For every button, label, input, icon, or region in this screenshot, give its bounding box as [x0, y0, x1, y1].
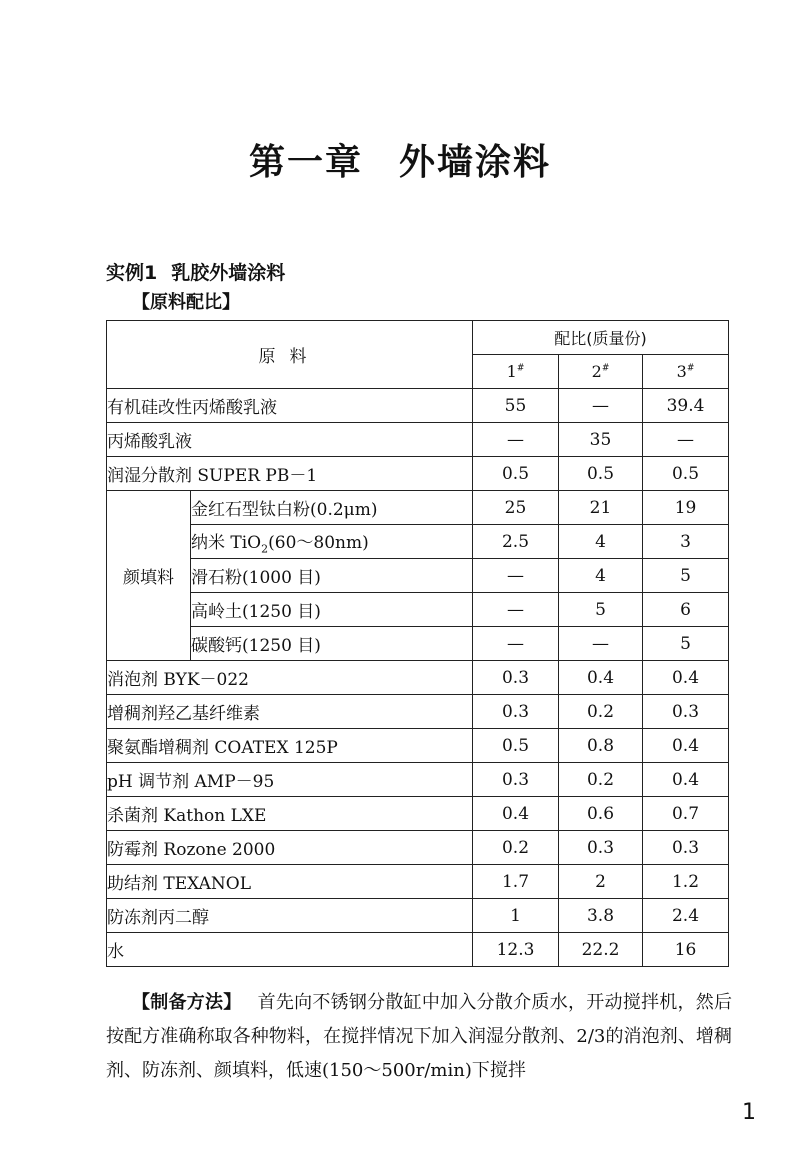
cell-value: 39.4 — [643, 389, 729, 423]
row-name: 滑石粉(1000 目) — [191, 559, 473, 593]
cell-value: 35 — [559, 423, 643, 457]
header-material: 原料 — [107, 321, 473, 389]
row-name: 消泡剂 BYK－022 — [107, 661, 473, 695]
table-row — [107, 661, 729, 695]
example-title — [106, 258, 285, 285]
table-row — [107, 831, 729, 865]
method-label: 【制备方法】 — [132, 992, 242, 1013]
row-name: 高岭土(1250 目) — [191, 593, 473, 627]
cell-value: 0.4 — [643, 661, 729, 695]
row-name: 水 — [107, 933, 473, 967]
cell-value: 0.3 — [473, 661, 559, 695]
table-row — [107, 525, 729, 559]
row-name: 增稠剂羟乙基纤维素 — [107, 695, 473, 729]
cell-value: — — [559, 389, 643, 423]
cell-value: 0.3 — [559, 831, 643, 865]
header-col-2: 2# — [559, 355, 643, 389]
chapter-title — [0, 134, 800, 185]
cell-value: 5 — [643, 627, 729, 661]
cell-value: 0.7 — [643, 797, 729, 831]
row-name: 丙烯酸乳液 — [107, 423, 473, 457]
cell-value: — — [473, 627, 559, 661]
table-row — [107, 933, 729, 967]
table-row — [107, 899, 729, 933]
cell-value: — — [559, 627, 643, 661]
cell-value: 0.2 — [473, 831, 559, 865]
cell-value: — — [643, 423, 729, 457]
cell-value: 1.7 — [473, 865, 559, 899]
row-name: 有机硅改性丙烯酸乳液 — [107, 389, 473, 423]
table-row — [107, 389, 729, 423]
cell-value: 0.2 — [559, 763, 643, 797]
method-paragraph — [106, 986, 732, 1088]
cell-value: 6 — [643, 593, 729, 627]
row-name: 润湿分散剂 SUPER PB－1 — [107, 457, 473, 491]
table-row — [107, 797, 729, 831]
section-label-formula: 【原料配比】 — [132, 292, 240, 313]
table-row — [107, 627, 729, 661]
method-text: 首先向不锈钢分散缸中加入分散介质水，开动搅拌机，然后按配方准确称取各种物料，在搅拌情况下加入润湿分散剂、2/3的消泡剂、增稠剂、防冻剂、颜填料，低速(150～500r/min)下搅拌 — [106, 992, 733, 1081]
cell-value: 5 — [559, 593, 643, 627]
header-col-3: 3# — [643, 355, 729, 389]
cell-value: 2.4 — [643, 899, 729, 933]
table-row — [107, 491, 729, 525]
cell-value: 0.5 — [473, 457, 559, 491]
cell-value: 16 — [643, 933, 729, 967]
row-name: 纳米 TiO$_2$(60～80nm) — [191, 525, 473, 559]
table-row — [107, 593, 729, 627]
cell-value: 0.5 — [559, 457, 643, 491]
group-label-pigments: 颜填料 — [107, 491, 191, 661]
cell-value: 12.3 — [473, 933, 559, 967]
cell-value: 55 — [473, 389, 559, 423]
cell-value: 5 — [643, 559, 729, 593]
cell-value: — — [473, 423, 559, 457]
cell-value: 0.2 — [559, 695, 643, 729]
cell-value: — — [473, 559, 559, 593]
row-name: 防霉剂 Rozone 2000 — [107, 831, 473, 865]
cell-value: 0.3 — [643, 695, 729, 729]
table-row — [107, 729, 729, 763]
cell-value: 0.4 — [473, 797, 559, 831]
header-ratio: 配比(质量份) — [473, 321, 729, 355]
row-name: 杀菌剂 Kathon LXE — [107, 797, 473, 831]
table-row — [107, 865, 729, 899]
chapter-name: 外墙涂料 — [399, 142, 552, 183]
cell-value: 19 — [643, 491, 729, 525]
cell-value: 22.2 — [559, 933, 643, 967]
example-number: 实例1 — [106, 262, 158, 284]
row-name: 助结剂 TEXANOL — [107, 865, 473, 899]
header-col-1: 1# — [473, 355, 559, 389]
page-number: 1 — [742, 1100, 756, 1125]
row-name: 金红石型钛白粉(0.2μm) — [191, 491, 473, 525]
row-name: 防冻剂丙二醇 — [107, 899, 473, 933]
cell-value: 0.4 — [643, 729, 729, 763]
example-name: 乳胶外墙涂料 — [171, 262, 286, 284]
cell-value: 0.3 — [473, 763, 559, 797]
cell-value: 2.5 — [473, 525, 559, 559]
row-name: 碳酸钙(1250 目) — [191, 627, 473, 661]
cell-value: 0.4 — [643, 763, 729, 797]
row-name: pH 调节剂 AMP－95 — [107, 763, 473, 797]
cell-value: 0.4 — [559, 661, 643, 695]
cell-value: 25 — [473, 491, 559, 525]
table-header-row — [107, 321, 729, 355]
cell-value: 3.8 — [559, 899, 643, 933]
cell-value: 4 — [559, 525, 643, 559]
table-row — [107, 559, 729, 593]
cell-value: 0.8 — [559, 729, 643, 763]
cell-value: 0.3 — [643, 831, 729, 865]
cell-value: 2 — [559, 865, 643, 899]
cell-value: 4 — [559, 559, 643, 593]
cell-value: 0.6 — [559, 797, 643, 831]
cell-value: 1.2 — [643, 865, 729, 899]
chapter-number: 第一章 — [248, 142, 363, 183]
table-row — [107, 763, 729, 797]
cell-value: — — [473, 593, 559, 627]
table-row — [107, 457, 729, 491]
table-row — [107, 423, 729, 457]
cell-value: 0.5 — [473, 729, 559, 763]
cell-value: 1 — [473, 899, 559, 933]
table-row — [107, 695, 729, 729]
cell-value: 0.5 — [643, 457, 729, 491]
cell-value: 0.3 — [473, 695, 559, 729]
row-name: 聚氨酯增稠剂 COATEX 125P — [107, 729, 473, 763]
cell-value: 21 — [559, 491, 643, 525]
formula-table — [106, 320, 729, 967]
cell-value: 3 — [643, 525, 729, 559]
